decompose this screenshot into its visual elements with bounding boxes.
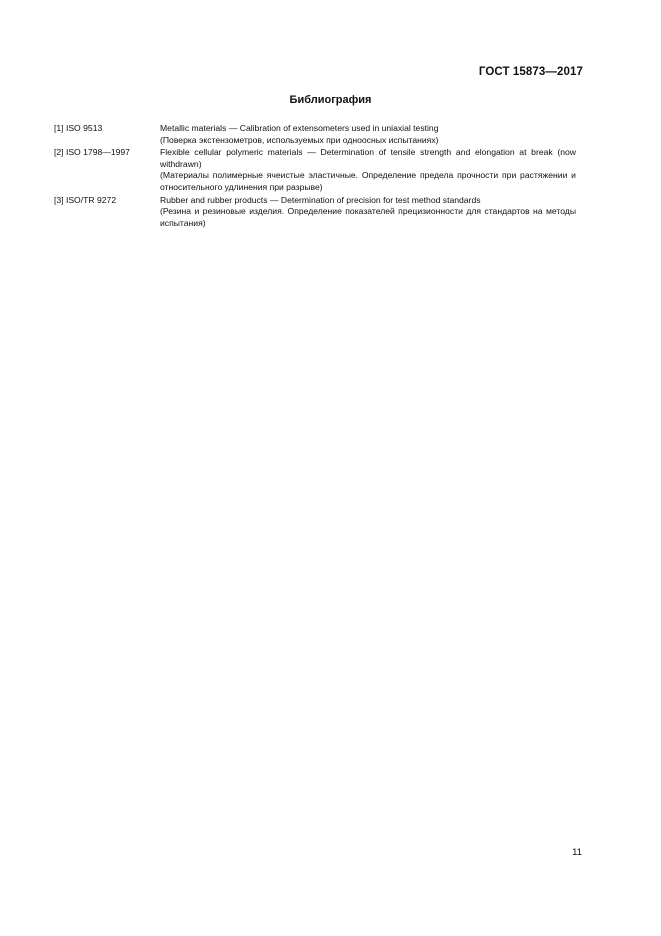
- bibliography-title-russian: (Материалы полимерные ячеистые эластичные. Определение предела прочности при растяжении и относительного удлинения при разрыве): [160, 170, 576, 192]
- document-code: ГОСТ 15873—2017: [478, 66, 583, 78]
- bibliography-title: Библиография: [289, 94, 372, 106]
- bibliography-ref: [1] ISO 9513: [54, 123, 103, 133]
- bibliography-title-russian: (Поверка экстензометров, используемых при одноосных испытаниях): [160, 134, 439, 145]
- bibliography-title-english: Metallic materials — Calibration of extensometers used in uniaxial testing: [160, 123, 439, 133]
- page-number: 11: [572, 847, 582, 858]
- bibliography-list: [54, 123, 576, 230]
- bibliography-entry: [54, 195, 576, 230]
- bibliography-ref: [3] ISO/TR 9272: [54, 194, 117, 205]
- bibliography-title-english: Flexible cellular polymeric materials — Determination of tensile strength and elongation at break (now withdrawn): [160, 147, 576, 169]
- bibliography-ref: [2] ISO 1798—1997: [54, 147, 130, 158]
- bibliography-entry: [54, 123, 576, 146]
- bibliography-title-russian: (Резина и резиновые изделия. Определение показателей прецизионности для стандартов на методы испытания): [160, 206, 576, 228]
- bibliography-description: [160, 147, 576, 193]
- bibliography-title-english: Rubber and rubber products — Determination of precision for test method standards: [160, 194, 481, 205]
- bibliography-description: [160, 195, 576, 230]
- bibliography-description: [160, 123, 576, 146]
- bibliography-entry: [54, 147, 576, 193]
